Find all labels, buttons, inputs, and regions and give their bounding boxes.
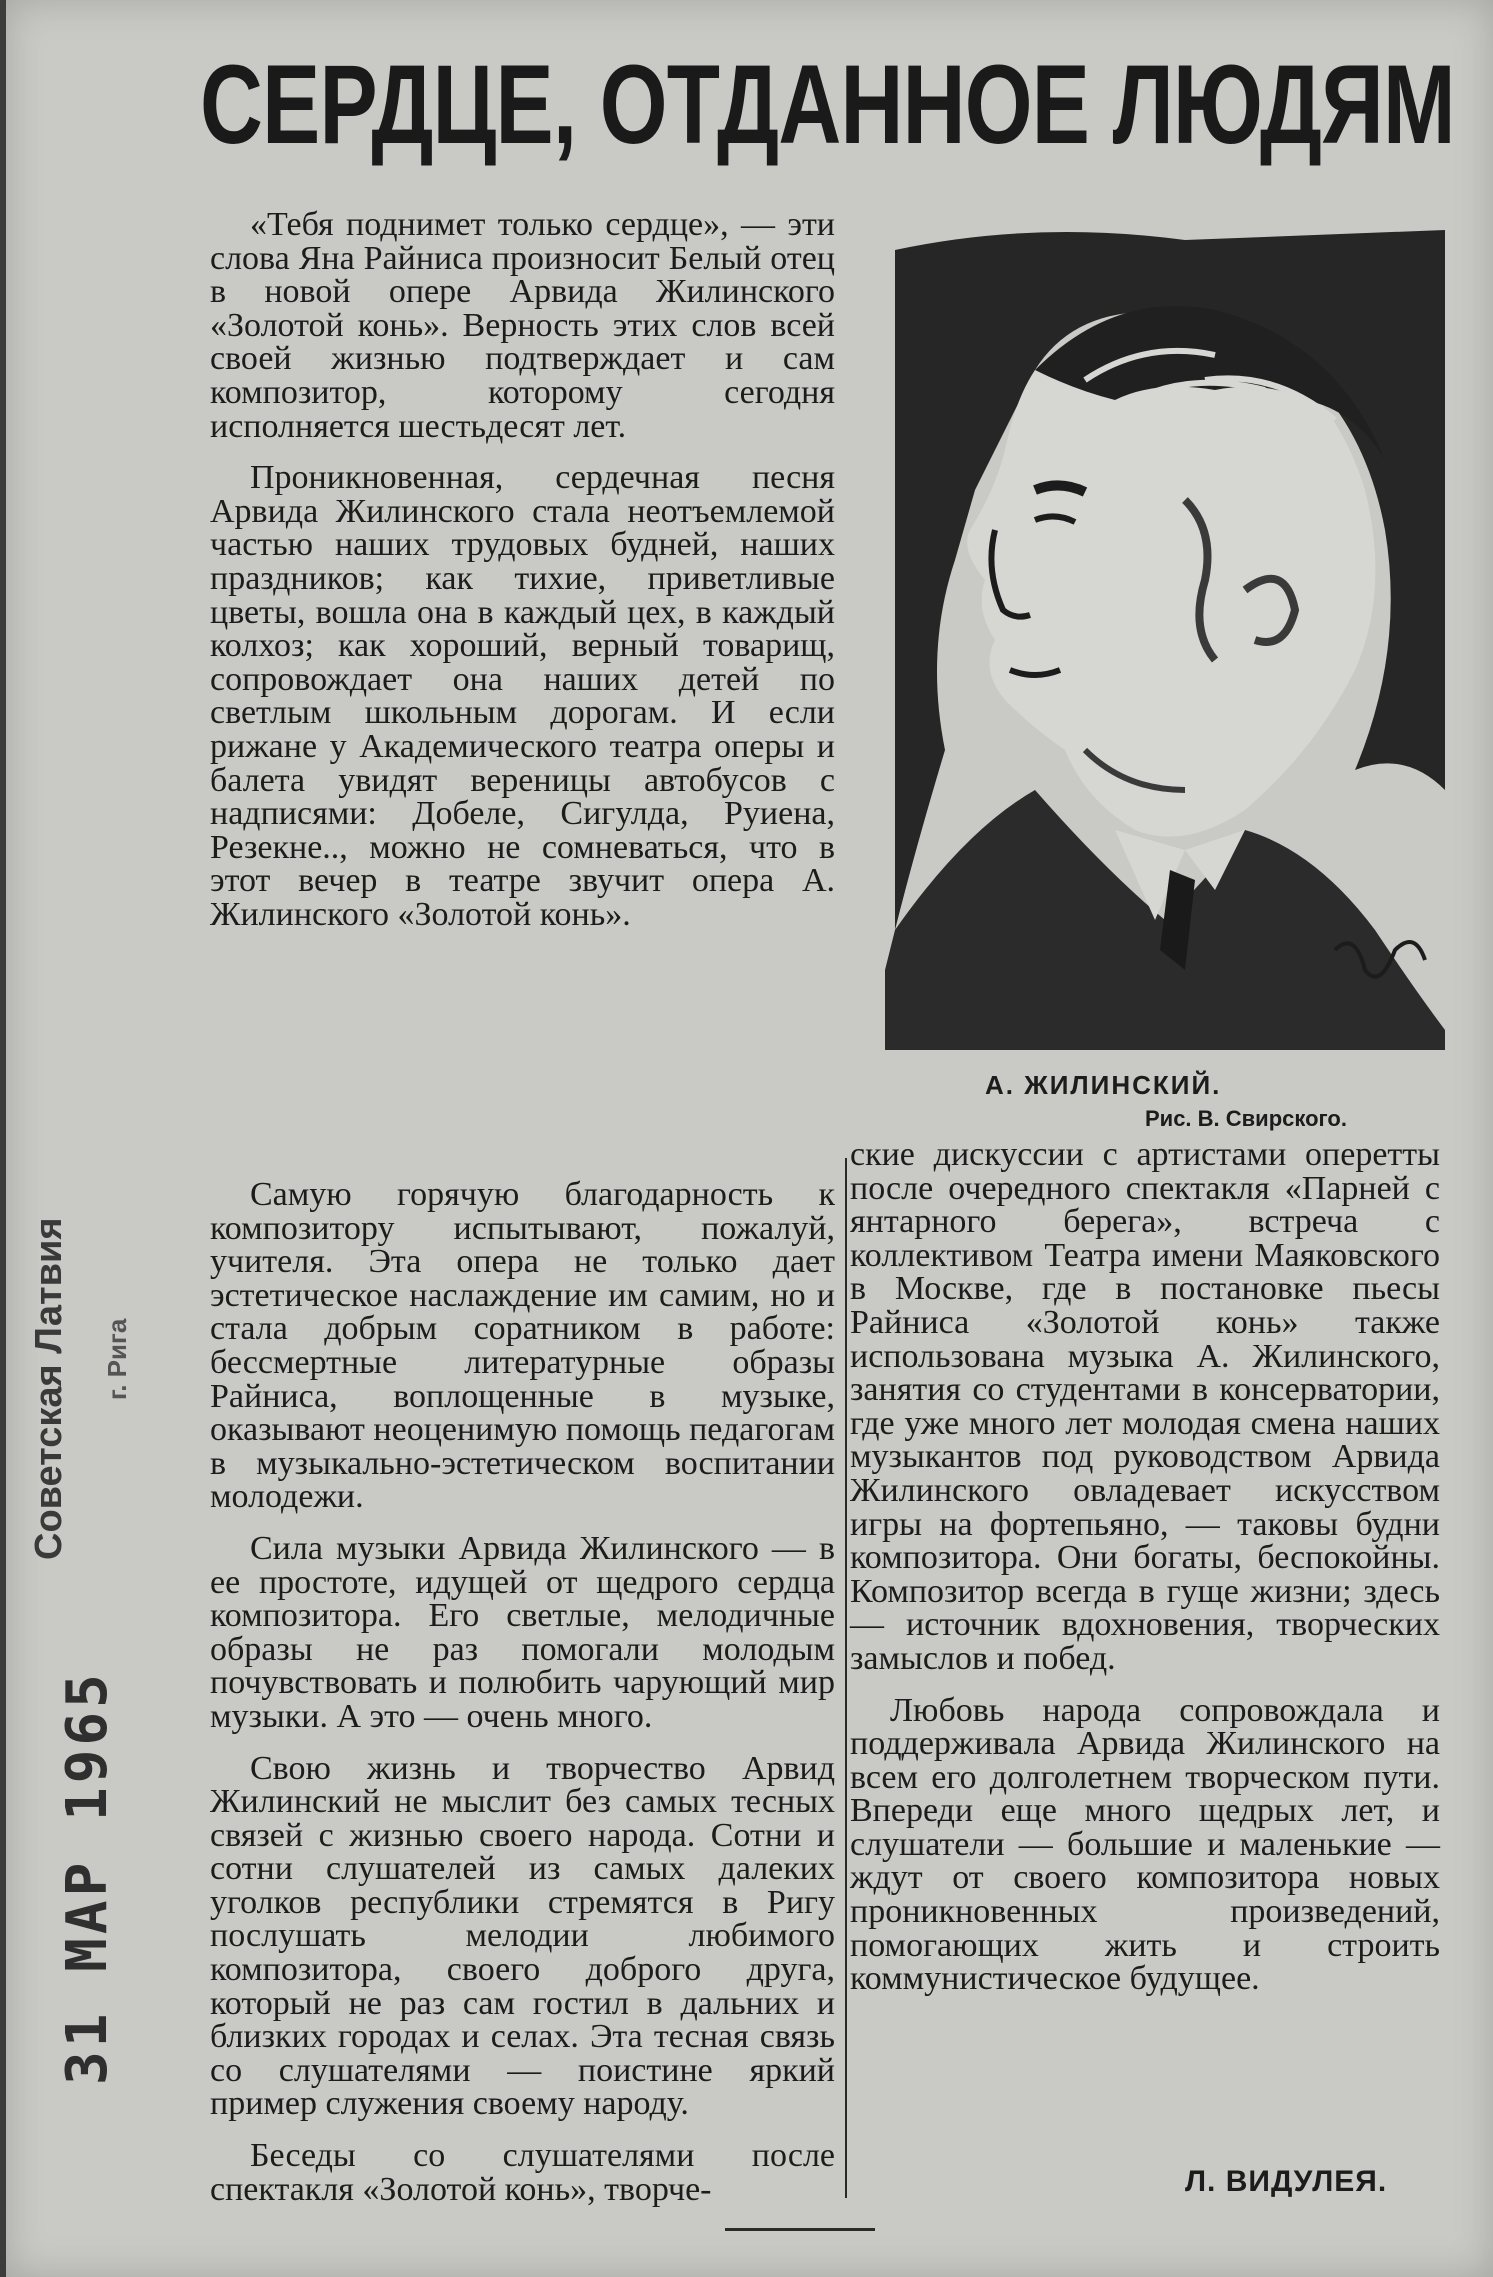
paragraph: «Тебя поднимет только сердце», — эти слова Яна Райниса произносит Белый отец в новой опере Арвида Жилинского «Золотой конь». Верность этих слов всей своей жизнью подтверждает и сам композитор, которому сегодня исполняется шестьдесят лет. — [210, 206, 835, 445]
column-left-lower — [210, 1178, 835, 2224]
portrait-drawing — [885, 230, 1445, 1050]
paragraph: Проникновенная, сердечная песня Арвида Жилинского стала неотъемлемой частью наших трудовых будней, наших праздников; как тихие, приветливые цветы, вошла она в каждый цех, в каждый колхоз; как хороший, верный товарищ, сопровождает она наших детей по светлым школьным дорогам. И если рижане у Академического театра оперы и балета увидят вереницы автобусов с надписями: Добеле, Сигулда, Руиена, Резекне.., можно не сомневаться, что в этот вечер в театре звучит опера А. Жилинского «Золотой конь». — [210, 459, 835, 933]
paragraph: Самую горячую благодарность к композитору испытывают, пожалуй, учителя. Эта опера не только дает эстетическое наслаждение им самим, но и стала добрым соратником в работе: бессмертные литературные образы Райниса, воплощенные в музыке, оказывают неоценимую помощь педагогам в музыкально-эстетическом воспитании молодежи. — [210, 1176, 835, 1516]
column-right-lower — [850, 1138, 1440, 2014]
end-rule — [725, 2228, 875, 2231]
stamp-city: г. Рига — [102, 1318, 132, 1400]
caption-credit: Рис. В. Свирского. — [1145, 1106, 1347, 1131]
stamp-date: 31 МАР 1965 — [55, 1670, 120, 2085]
column-left-upper — [210, 208, 835, 949]
paragraph: Свою жизнь и творчество Арвид Жилинский не мыслит без самых тесных связей с жизнью своего народа. Сотни и сотни слушателей из самых далеких уголков республики стремятся в Ригу послушать мелодии любимого композитора, своего доброго друга, который не раз сам гостил в дальних и близких городах и селах. Эта тесная связь со слушателями — поистине яркий пример служения своему народу. — [210, 1749, 835, 2123]
paragraph: Сила музыки Арвида Жилинского — в ее простоте, идущей от щедрого сердца композитора. Его светлые, мелодичные образы не раз помогали молодым почувствовать и полюбить чарующий мир музыки. А это — очень много. — [210, 1529, 835, 1735]
article-headline: СЕРДЦЕ, ОТДАННОЕ ЛЮДЯМ — [200, 42, 1455, 167]
author-signature: Л. ВИДУЛЕЯ. — [1185, 2165, 1388, 2198]
stamp-newspaper-name: Советская Латвия — [28, 1217, 70, 1560]
paragraph: Беседы со слушателями после спектакля «Золотой конь», творче- — [210, 2137, 835, 2208]
paragraph: ские дискуссии с артистами оперетты после очередного спектакля «Парней с янтарного берега», встреча с коллективом Театра имени Маяковского в Москве, где в постановке пьесы Райниса «Золотой конь» также использована музыка А. Жилинского, занятия со студентами в консерватории, где уже много лет молодая смена наших музыкантов под руководством Арвида Жилинского овладевает искусством игры на фортепьяно, — таковы будни композитора. Они богаты, беспокойны. Композитор всегда в гуще жизни; здесь — источник вдохновения, творческих замыслов и побед. — [850, 1136, 1440, 1677]
caption-name: А. ЖИЛИНСКИЙ. — [985, 1070, 1222, 1100]
paragraph: Любовь народа сопровождала и поддерживала Арвида Жилинского на всем его долголетнем творческом пути. Впереди еще много щедрых лет, и слушатели — большие и маленькие — ждут от своего композитора новых проникновенных произведений, помогающих жить и строить коммунистическое будущее. — [850, 1691, 1440, 1998]
column-divider — [845, 1158, 847, 2198]
